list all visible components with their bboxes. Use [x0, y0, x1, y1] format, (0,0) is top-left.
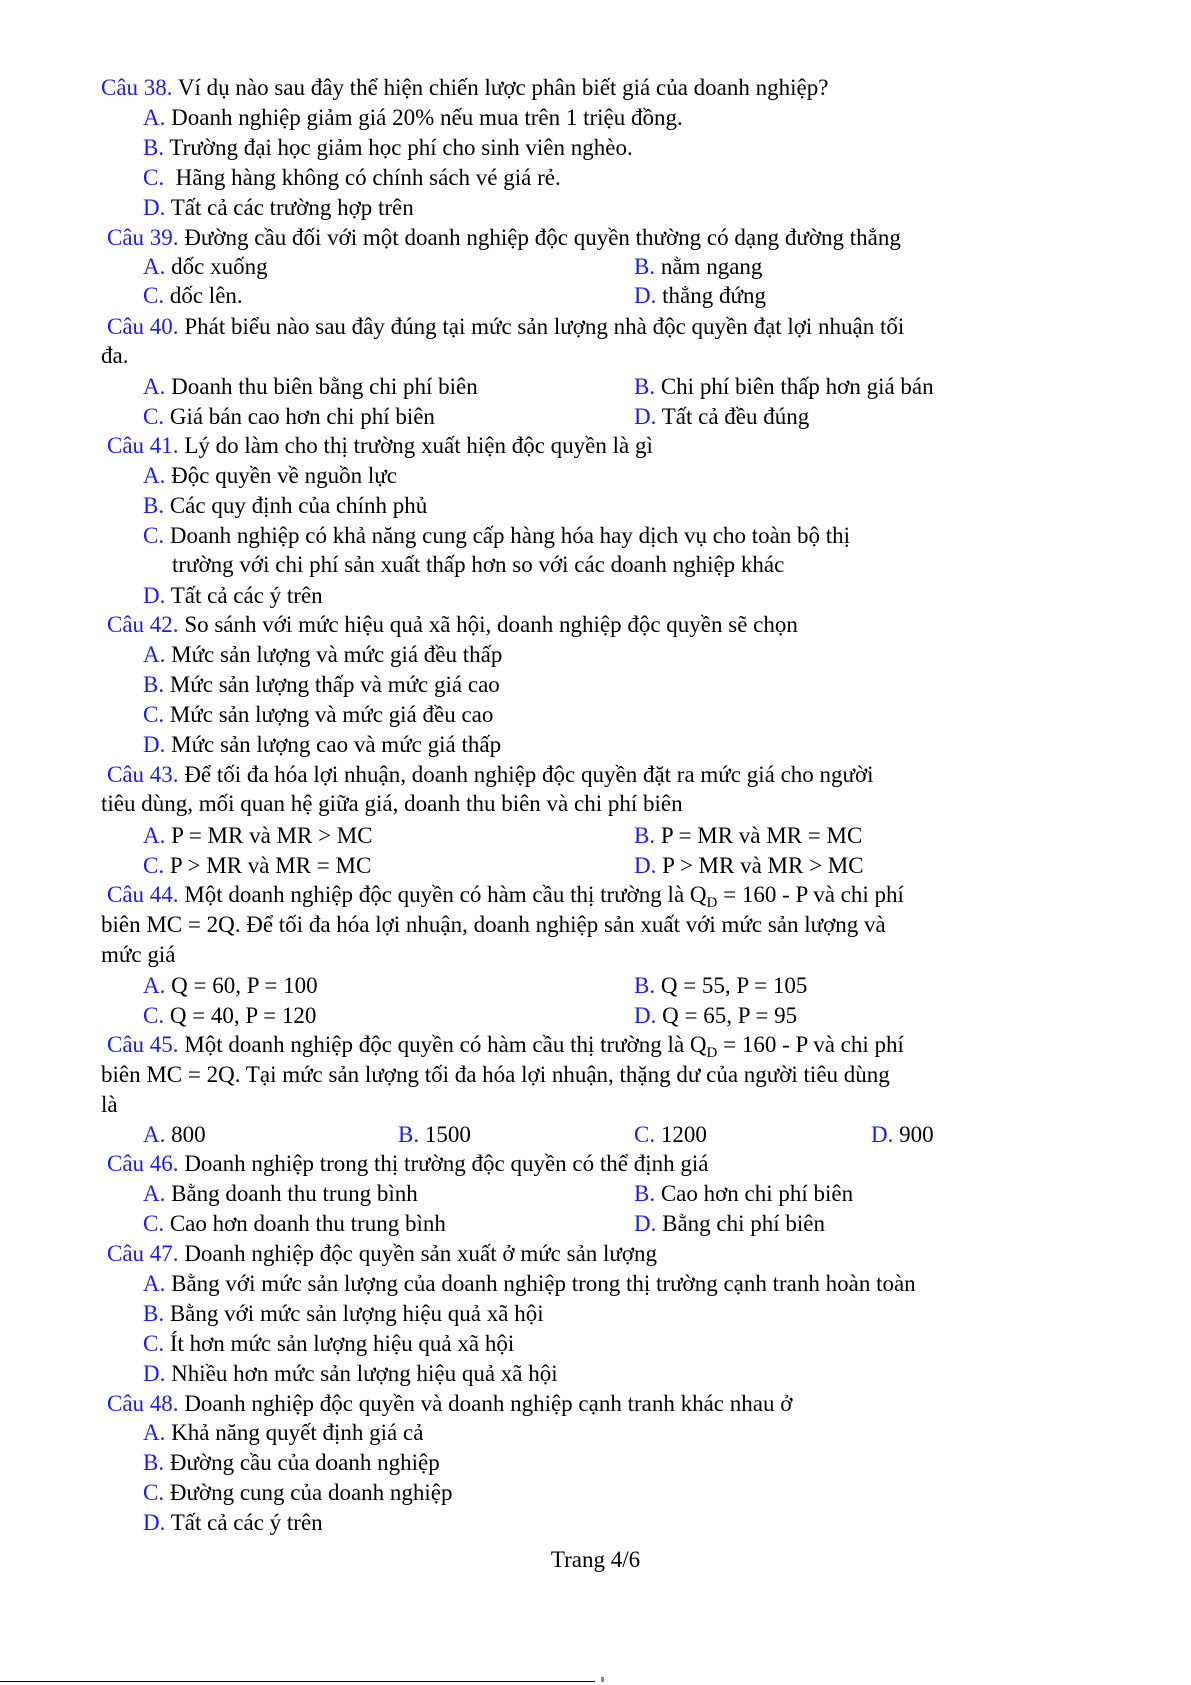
- option-text: Khả năng quyết định giá cả: [165, 1420, 424, 1445]
- option-letter: A.: [143, 105, 166, 130]
- option-letter: C.: [143, 1331, 165, 1356]
- option-letter: D.: [634, 853, 657, 878]
- option-text: P > MR và MR > MC: [656, 853, 864, 878]
- option-letter: B.: [143, 493, 165, 518]
- question-label: Câu 45.: [107, 1032, 179, 1057]
- subscript: D: [706, 1045, 718, 1061]
- question-text: = 160 - P và chi phí: [717, 882, 904, 907]
- option-text: nằm ngang: [655, 254, 763, 279]
- option-text: Nhiều hơn mức sản lượng hiệu quả xã hội: [165, 1361, 558, 1386]
- question-text: Để tối đa hóa lợi nhuận, doanh nghiệp độc quyền đặt ra mức giá cho người: [178, 762, 874, 787]
- question-label: Câu 41.: [107, 433, 179, 458]
- option-a: [143, 105, 683, 131]
- option-a: [143, 1271, 916, 1297]
- option-letter: A.: [143, 374, 166, 399]
- question-text: Lý do làm cho thị trường xuất hiện độc quyền là gì: [178, 433, 653, 458]
- option-letter: A.: [143, 254, 166, 279]
- question-text: Ví dụ nào sau đây thể hiện chiến lược phân biết giá của doanh nghiệp?: [172, 75, 829, 100]
- option-letter: C.: [143, 404, 165, 429]
- option-letter: C.: [143, 1211, 165, 1236]
- option-letter: A.: [143, 1420, 166, 1445]
- question-label: Câu 47.: [107, 1241, 179, 1266]
- option-text: Cao hơn chi phí biên: [655, 1181, 854, 1206]
- option-text: Doanh nghiệp có khả năng cung cấp hàng hóa hay dịch vụ cho toàn bộ thị: [164, 523, 851, 548]
- question-label: Câu 44.: [107, 882, 179, 907]
- option-text: Các quy định của chính phủ: [164, 493, 428, 518]
- option-letter: A.: [143, 1122, 166, 1147]
- option-text: P > MR và MR = MC: [164, 853, 372, 878]
- option-letter: B.: [143, 135, 165, 160]
- option-letter: D.: [634, 283, 657, 308]
- question-48-stem: [107, 1391, 792, 1417]
- option-text: 900: [893, 1122, 934, 1147]
- question-text-continued: biên MC = 2Q. Tại mức sản lượng tối đa hóa lợi nhuận, thặng dư của người tiêu dùng: [101, 1062, 890, 1087]
- option-d: [871, 1122, 934, 1148]
- option-text: Mức sản lượng thấp và mức giá cao: [164, 672, 500, 697]
- option-letter: C.: [143, 165, 165, 190]
- option-c: [143, 523, 850, 549]
- question-42-stem: [107, 612, 798, 638]
- option-b: [634, 1181, 853, 1207]
- option-d: [143, 1361, 558, 1387]
- question-text: Một doanh nghiệp độc quyền có hàm cầu thị trường là Q: [178, 1032, 707, 1057]
- option-text: Tất cả các ý trên: [165, 1510, 323, 1535]
- question-text-continued: biên MC = 2Q. Để tối đa hóa lợi nhuận, doanh nghiệp sản xuất với mức sản lượng và: [101, 912, 886, 937]
- option-b: [634, 823, 862, 849]
- option-text: Mức sản lượng và mức giá đều thấp: [165, 642, 503, 667]
- question-label: Câu 39.: [107, 225, 179, 250]
- question-text: So sánh với mức hiệu quả xã hội, doanh nghiệp độc quyền sẽ chọn: [178, 612, 798, 637]
- question-label: Câu 40.: [107, 314, 179, 339]
- option-text: Bằng với mức sản lượng hiệu quả xã hội: [164, 1301, 544, 1326]
- page-number: Trang 4/6: [550, 1547, 641, 1572]
- option-text: P = MR và MR > MC: [165, 823, 373, 848]
- option-d: [634, 1211, 825, 1237]
- option-letter: B.: [634, 374, 656, 399]
- option-c: [143, 1211, 446, 1237]
- option-a: [143, 823, 373, 849]
- option-letter: B.: [143, 672, 165, 697]
- option-text: Mức sản lượng và mức giá đều cao: [164, 702, 494, 727]
- option-text: 800: [165, 1122, 206, 1147]
- option-letter: D.: [634, 404, 657, 429]
- option-a: [143, 463, 397, 489]
- question-text: Một doanh nghiệp độc quyền có hàm cầu thị trường là Q: [178, 882, 707, 907]
- option-text: Tất cả các ý trên: [165, 583, 323, 608]
- question-46-stem: [107, 1151, 708, 1177]
- option-b: [398, 1122, 471, 1148]
- option-text: 1500: [419, 1122, 471, 1147]
- option-a: [143, 1420, 423, 1446]
- option-text: Mức sản lượng cao và mức giá thấp: [165, 732, 502, 757]
- bottom-divider: [0, 1681, 595, 1682]
- option-letter: B.: [143, 1301, 165, 1326]
- option-text: Giá bán cao hơn chi phí biên: [164, 404, 435, 429]
- option-letter: A.: [143, 1181, 166, 1206]
- option-letter: B.: [634, 823, 656, 848]
- question-label: Câu 48.: [107, 1391, 179, 1416]
- option-b: [634, 973, 807, 999]
- option-text: Q = 40, P = 120: [164, 1003, 317, 1028]
- option-letter: B.: [634, 254, 656, 279]
- option-c: [634, 1122, 707, 1148]
- question-text: Doanh nghiệp độc quyền sản xuất ở mức sản lượng: [178, 1241, 658, 1266]
- subscript: D: [706, 895, 718, 911]
- question-43-stem: [107, 762, 874, 788]
- option-c: [143, 853, 371, 879]
- option-letter: D.: [634, 1211, 657, 1236]
- option-text: Q = 65, P = 95: [656, 1003, 798, 1028]
- option-d: [634, 853, 864, 879]
- option-text: Doanh thu biên bằng chi phí biên: [165, 374, 478, 399]
- option-letter: A.: [143, 463, 166, 488]
- option-d: [634, 1003, 797, 1029]
- option-text: Q = 55, P = 105: [655, 973, 808, 998]
- option-letter: C.: [143, 853, 165, 878]
- option-letter: C.: [634, 1122, 656, 1147]
- option-a: [143, 374, 478, 400]
- option-text: Trường đại học giảm học phí cho sinh viên nghèo.: [164, 135, 633, 160]
- option-letter: B.: [398, 1122, 420, 1147]
- option-letter: D.: [143, 195, 166, 220]
- option-c: [143, 1331, 514, 1357]
- option-text: Đường cung của doanh nghiệp: [164, 1480, 453, 1505]
- option-letter: A.: [143, 642, 166, 667]
- option-text: Tất cả các trường hợp trên: [165, 195, 414, 220]
- question-39-stem: [107, 225, 901, 251]
- option-letter: D.: [871, 1122, 894, 1147]
- option-d: [634, 283, 766, 309]
- question-label: Câu 43.: [107, 762, 179, 787]
- option-text: Doanh nghiệp giảm giá 20% nếu mua trên 1 triệu đồng.: [165, 105, 683, 130]
- option-letter: A.: [143, 1271, 166, 1296]
- divider-mark: [601, 1677, 604, 1682]
- option-letter: D.: [143, 732, 166, 757]
- option-b: [143, 1301, 544, 1327]
- option-d: [634, 404, 809, 430]
- option-letter: A.: [143, 823, 166, 848]
- option-text: P = MR và MR = MC: [655, 823, 863, 848]
- question-text: Đường cầu đối với một doanh nghiệp độc quyền thường có dạng đường thẳng: [178, 225, 901, 250]
- option-text: dốc lên.: [164, 283, 243, 308]
- option-a: [143, 973, 318, 999]
- option-text-continued: trường với chi phí sản xuất thấp hơn so với các doanh nghiệp khác: [172, 552, 785, 577]
- option-letter: C.: [143, 283, 165, 308]
- option-d: [143, 583, 323, 609]
- option-b: [634, 374, 934, 400]
- option-b: [634, 254, 762, 280]
- option-text: Đường cầu của doanh nghiệp: [164, 1450, 440, 1475]
- option-letter: C.: [143, 702, 165, 727]
- option-a: [143, 642, 502, 668]
- question-41-stem: [107, 433, 653, 459]
- option-text: Bằng với mức sản lượng của doanh nghiệp trong thị trường cạnh tranh hoàn toàn: [165, 1271, 916, 1296]
- question-38-stem: [101, 75, 828, 101]
- option-letter: C.: [143, 1480, 165, 1505]
- question-text-continued: tiêu dùng, mối quan hệ giữa giá, doanh thu biên và chi phí biên: [101, 791, 683, 816]
- option-text: Chi phí biên thấp hơn giá bán: [655, 374, 934, 399]
- question-text-continued: mức giá: [101, 942, 176, 967]
- option-c: [143, 404, 435, 430]
- question-44-stem: [107, 882, 904, 916]
- question-label: Câu 46.: [107, 1151, 179, 1176]
- option-text: Bằng chi phí biên: [656, 1211, 826, 1236]
- question-text: Doanh nghiệp độc quyền và doanh nghiệp cạnh tranh khác nhau ở: [178, 1391, 793, 1416]
- option-letter: C.: [143, 1003, 165, 1028]
- option-b: [143, 135, 633, 161]
- option-letter: A.: [143, 973, 166, 998]
- option-letter: D.: [143, 583, 166, 608]
- option-letter: D.: [143, 1510, 166, 1535]
- option-d: [143, 1510, 323, 1536]
- option-text: Tất cả đều đúng: [656, 404, 810, 429]
- option-c: [143, 165, 561, 191]
- option-c: [143, 702, 493, 728]
- option-text: dốc xuống: [165, 254, 268, 279]
- option-b: [143, 672, 500, 698]
- option-d: [143, 732, 501, 758]
- question-label: Câu 42.: [107, 612, 179, 637]
- option-text: Độc quyền về nguồn lực: [165, 463, 397, 488]
- question-text: Doanh nghiệp trong thị trường độc quyền có thể định giá: [178, 1151, 709, 1176]
- option-a: [143, 1181, 418, 1207]
- option-text: thẳng đứng: [656, 283, 766, 308]
- question-text-continued: đa.: [101, 343, 129, 368]
- option-a: [143, 1122, 206, 1148]
- question-label: Câu 38.: [101, 75, 173, 100]
- question-text: Phát biểu nào sau đây đúng tại mức sản lượng nhà độc quyền đạt lợi nhuận tối: [178, 314, 905, 339]
- option-a: [143, 254, 268, 280]
- option-letter: B.: [143, 1450, 165, 1475]
- question-47-stem: [107, 1241, 657, 1267]
- option-text: Hãng hàng không có chính sách vé giá rẻ.: [164, 165, 561, 190]
- option-letter: C.: [143, 523, 165, 548]
- option-b: [143, 493, 427, 519]
- option-d: [143, 195, 414, 221]
- option-c: [143, 283, 243, 309]
- question-text-continued: là: [101, 1092, 118, 1117]
- option-b: [143, 1450, 440, 1476]
- option-letter: D.: [143, 1361, 166, 1386]
- option-text: Cao hơn doanh thu trung bình: [164, 1211, 446, 1236]
- question-40-stem: [107, 314, 904, 340]
- question-45-stem: [107, 1032, 904, 1066]
- option-c: [143, 1003, 316, 1029]
- question-text: = 160 - P và chi phí: [717, 1032, 904, 1057]
- option-c: [143, 1480, 453, 1506]
- option-text: Q = 60, P = 100: [165, 973, 318, 998]
- option-letter: B.: [634, 1181, 656, 1206]
- option-text: Ít hơn mức sản lượng hiệu quả xã hội: [164, 1331, 515, 1356]
- option-text: Bằng doanh thu trung bình: [165, 1181, 418, 1206]
- option-letter: D.: [634, 1003, 657, 1028]
- option-text: 1200: [655, 1122, 707, 1147]
- option-letter: B.: [634, 973, 656, 998]
